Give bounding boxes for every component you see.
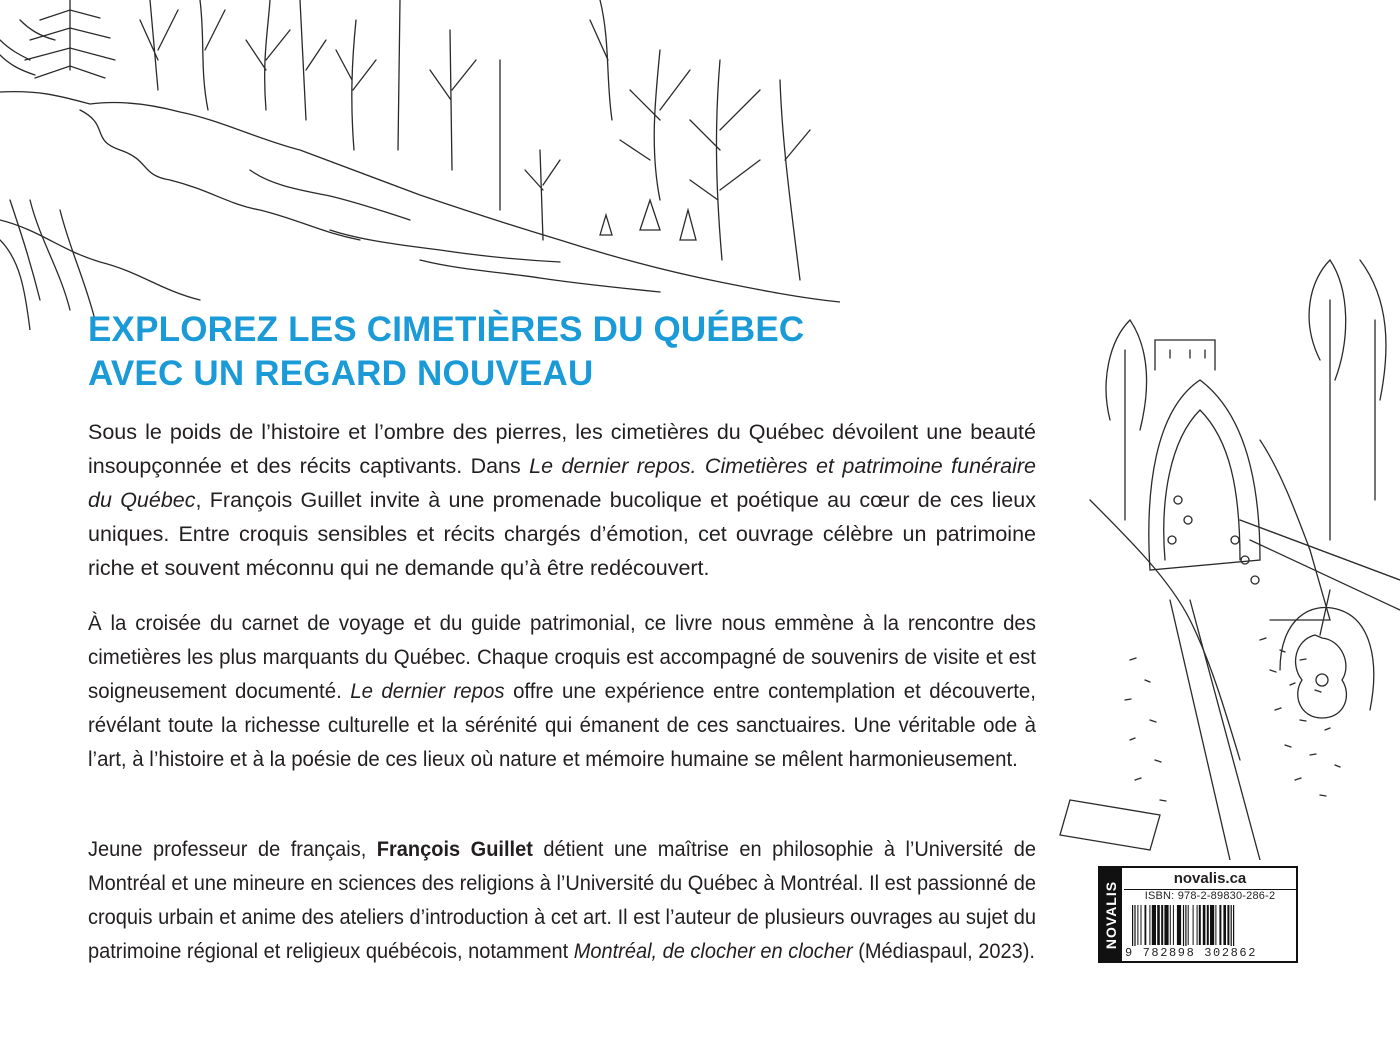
- barcode-bar: [1161, 905, 1163, 945]
- barcode-bar: [1132, 905, 1133, 951]
- barcode-bar: [1137, 905, 1138, 945]
- description-paragraph-1: [88, 415, 1036, 585]
- barcode-bar: [1183, 905, 1184, 951]
- barcode-bar: [1141, 905, 1142, 945]
- barcode-bar: [1188, 905, 1189, 945]
- previous-work-title: Montréal, de clocher en clocher: [573, 939, 853, 963]
- description-paragraph-2: [88, 606, 1036, 776]
- isbn-label: ISBN: 978-2-89830-286-2: [1144, 890, 1276, 902]
- headline-line-2: AVEC UN REGARD NOUVEAU: [88, 354, 594, 393]
- publisher-website: novalis.ca: [1173, 870, 1247, 887]
- author-name: François Guillet: [376, 837, 533, 861]
- barcode-bar: [1145, 905, 1147, 945]
- barcode-bar: [1193, 905, 1194, 945]
- barcode-bar: [1185, 905, 1186, 951]
- barcode-bar: [1167, 905, 1169, 945]
- barcode-bar: [1154, 905, 1156, 945]
- barcode-bar: [1199, 905, 1201, 945]
- barcode-bar: [1170, 905, 1171, 945]
- book-title: Le dernier repos. Cimetières et patrimoine funéraire du Québec: [88, 454, 1036, 512]
- bio-text: Jeune professeur de français,: [88, 837, 377, 861]
- author-bio: [88, 832, 1036, 968]
- barcode-bar: [1219, 905, 1221, 945]
- barcode-bar: [1157, 905, 1160, 945]
- barcode-bar: [1197, 905, 1198, 945]
- barcode-bar: [1149, 905, 1150, 945]
- headline-line-1: EXPLOREZ LES CIMETIÈRES DU QUÉBEC: [88, 310, 805, 349]
- pebble-path-icon: [1125, 638, 1340, 801]
- book-title: Le dernier repos: [350, 679, 505, 703]
- barcode-bar: [1203, 905, 1206, 945]
- barcode-bar: [1207, 905, 1209, 945]
- barcode-bar: [1233, 905, 1234, 951]
- barcode-bar: [1179, 905, 1181, 945]
- cemetery-arch-guitar-sketch-icon: [1030, 240, 1400, 860]
- paragraph-text: Sous le poids de l’histoire et l’ombre des pierres, les cimetières du Québec dévoilent une beauté insoupçonnée et des récits captivants. Dans: [88, 420, 1036, 478]
- paragraph-text: offre une expérience entre contemplation et découverte, révélant toute la richesse culturelle et la sérénité qui émanent de ces sanctuaires. Une véritable ode à l’art, à l’histoire et à la poésie de ces lieux où nature et mémoire humaine se mêlent harmonieusement.: [88, 679, 1036, 771]
- bio-text: détient une maîtrise en philosophie à l’Université de Montréal et une mineure en sciences des religions à l’Université du Québec à Montréal. Il est passionné de croquis urbain et anime des ateliers d’introduction à cet art. Il est l’auteur de plusieurs ouvrages au sujet du patrimoine régional et religieux québécois, notamment: [88, 837, 1036, 963]
- ean-digits-text: 9 782898 302862: [1125, 946, 1258, 960]
- paragraph-text: À la croisée du carnet de voyage et du guide patrimonial, ce livre nous emmène à la rencontre des cimetières les plus marquants du Québec. Chaque croquis est accompagné de souvenirs de visite et est soigneusement documenté.: [88, 611, 1036, 703]
- headline: [88, 308, 1028, 396]
- publisher-logo: [1100, 868, 1122, 961]
- barcode-block: [1098, 866, 1298, 963]
- barcode-bar: [1231, 905, 1232, 951]
- barcode-bar: [1134, 905, 1135, 951]
- barcode-bar: [1215, 905, 1216, 945]
- barcode-bar: [1173, 905, 1174, 945]
- barcode-bar: [1212, 905, 1214, 945]
- barcode-bar: [1227, 905, 1229, 945]
- publisher-name: NOVALIS: [1103, 880, 1119, 949]
- bio-text: (Médiaspaul, 2023).: [852, 939, 1035, 963]
- barcode-bars-icon: [1130, 905, 1292, 951]
- forest-hill-sketch-icon: [0, 0, 840, 330]
- paragraph-text: , François Guillet invite à une promenade bucolique et poétique au cœur de ces lieux uniques. Entre croquis sensibles et récits chargés d’émotion, cet ouvrage célèbre un patrimoine riche et souvent méconnu qui ne demande qu’à être redécouvert.: [88, 488, 1036, 580]
- ean-digits: [1124, 946, 1296, 960]
- conifer-tree-icon: [25, 0, 115, 78]
- barcode-bar: [1223, 905, 1226, 945]
